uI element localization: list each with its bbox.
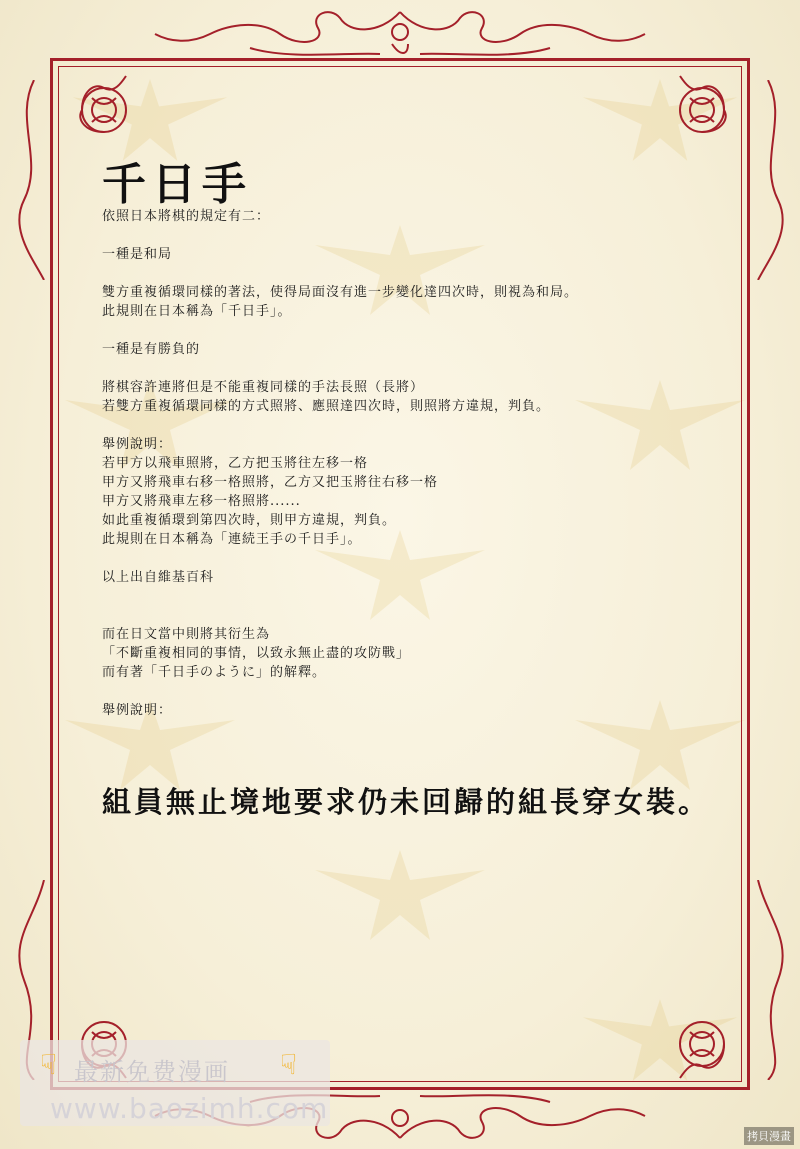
pointing-hand-icon: ☟ <box>40 1048 58 1081</box>
body-line: 舉例說明： <box>102 437 173 452</box>
body-line: 一種是有勝負的 <box>102 342 201 357</box>
body-line: 以上出自維基百科 <box>102 570 215 585</box>
body-line: 此規則在日本稱為「千日手」。 <box>102 304 292 319</box>
source-tag: 拷貝漫畫 <box>744 1127 794 1145</box>
body-line <box>102 264 702 283</box>
body-line <box>102 587 702 606</box>
body-line: 此規則在日本稱為「連続王手の千日手」。 <box>102 532 362 547</box>
ornamental-flourish-left <box>4 80 50 280</box>
body-line <box>102 416 702 435</box>
pointing-hand-icon: ☟ <box>280 1048 298 1081</box>
example-highlight: 組員無止境地要求仍未回歸的組長穿女裝。 <box>102 785 711 819</box>
body-line: 如此重複循環到第四次時，則甲方違規，判負。 <box>102 513 397 528</box>
body-line <box>102 226 702 245</box>
body-line <box>102 549 702 568</box>
body-line: 「不斷重複相同的事情，以致永無止盡的攻防戰」 <box>102 646 411 661</box>
body-line: 甲方又將飛車左移一格照將...... <box>102 494 301 509</box>
watermark-url[interactable]: www.baozimh.com <box>50 1092 329 1125</box>
body-line <box>102 321 702 340</box>
ornamental-flourish-corner-tl <box>66 72 142 148</box>
body-line: 舉例說明： <box>102 703 173 718</box>
body-line: 雙方重複循環同樣的著法，使得局面沒有進一步變化達四次時，則視為和局。 <box>102 285 579 300</box>
ornamental-flourish-right-bottom <box>752 880 798 1080</box>
body-line: 依照日本將棋的規定有二： <box>102 209 271 224</box>
body-line <box>102 606 702 625</box>
ornamental-flourish-right <box>752 80 798 280</box>
document-title: 千日手 <box>102 159 252 210</box>
body-line: 若甲方以飛車照將，乙方把玉將往左移一格 <box>102 456 369 471</box>
body-line <box>102 682 702 701</box>
body-line: 而有著「千日手のように」的解釋。 <box>102 665 327 680</box>
ornamental-flourish-top <box>150 4 650 60</box>
body-line: 而在日文當中則將其衍生為 <box>102 627 271 642</box>
ornamental-flourish-corner-tr <box>664 72 740 148</box>
watermark-text: 最新免费漫画 <box>74 1058 230 1086</box>
body-line <box>102 359 702 378</box>
ornamental-flourish-corner-br <box>664 1006 740 1082</box>
document-body <box>102 207 702 720</box>
body-line: 若雙方重複循環同樣的方式照將、應照達四次時，則照將方違規，判負。 <box>102 399 551 414</box>
body-line: 將棋容許連將但是不能重複同樣的手法長照（長將） <box>102 380 425 395</box>
body-line: 一種是和局 <box>102 247 173 262</box>
body-line: 甲方又將飛車右移一格照將，乙方又把玉將往右移一格 <box>102 475 439 490</box>
